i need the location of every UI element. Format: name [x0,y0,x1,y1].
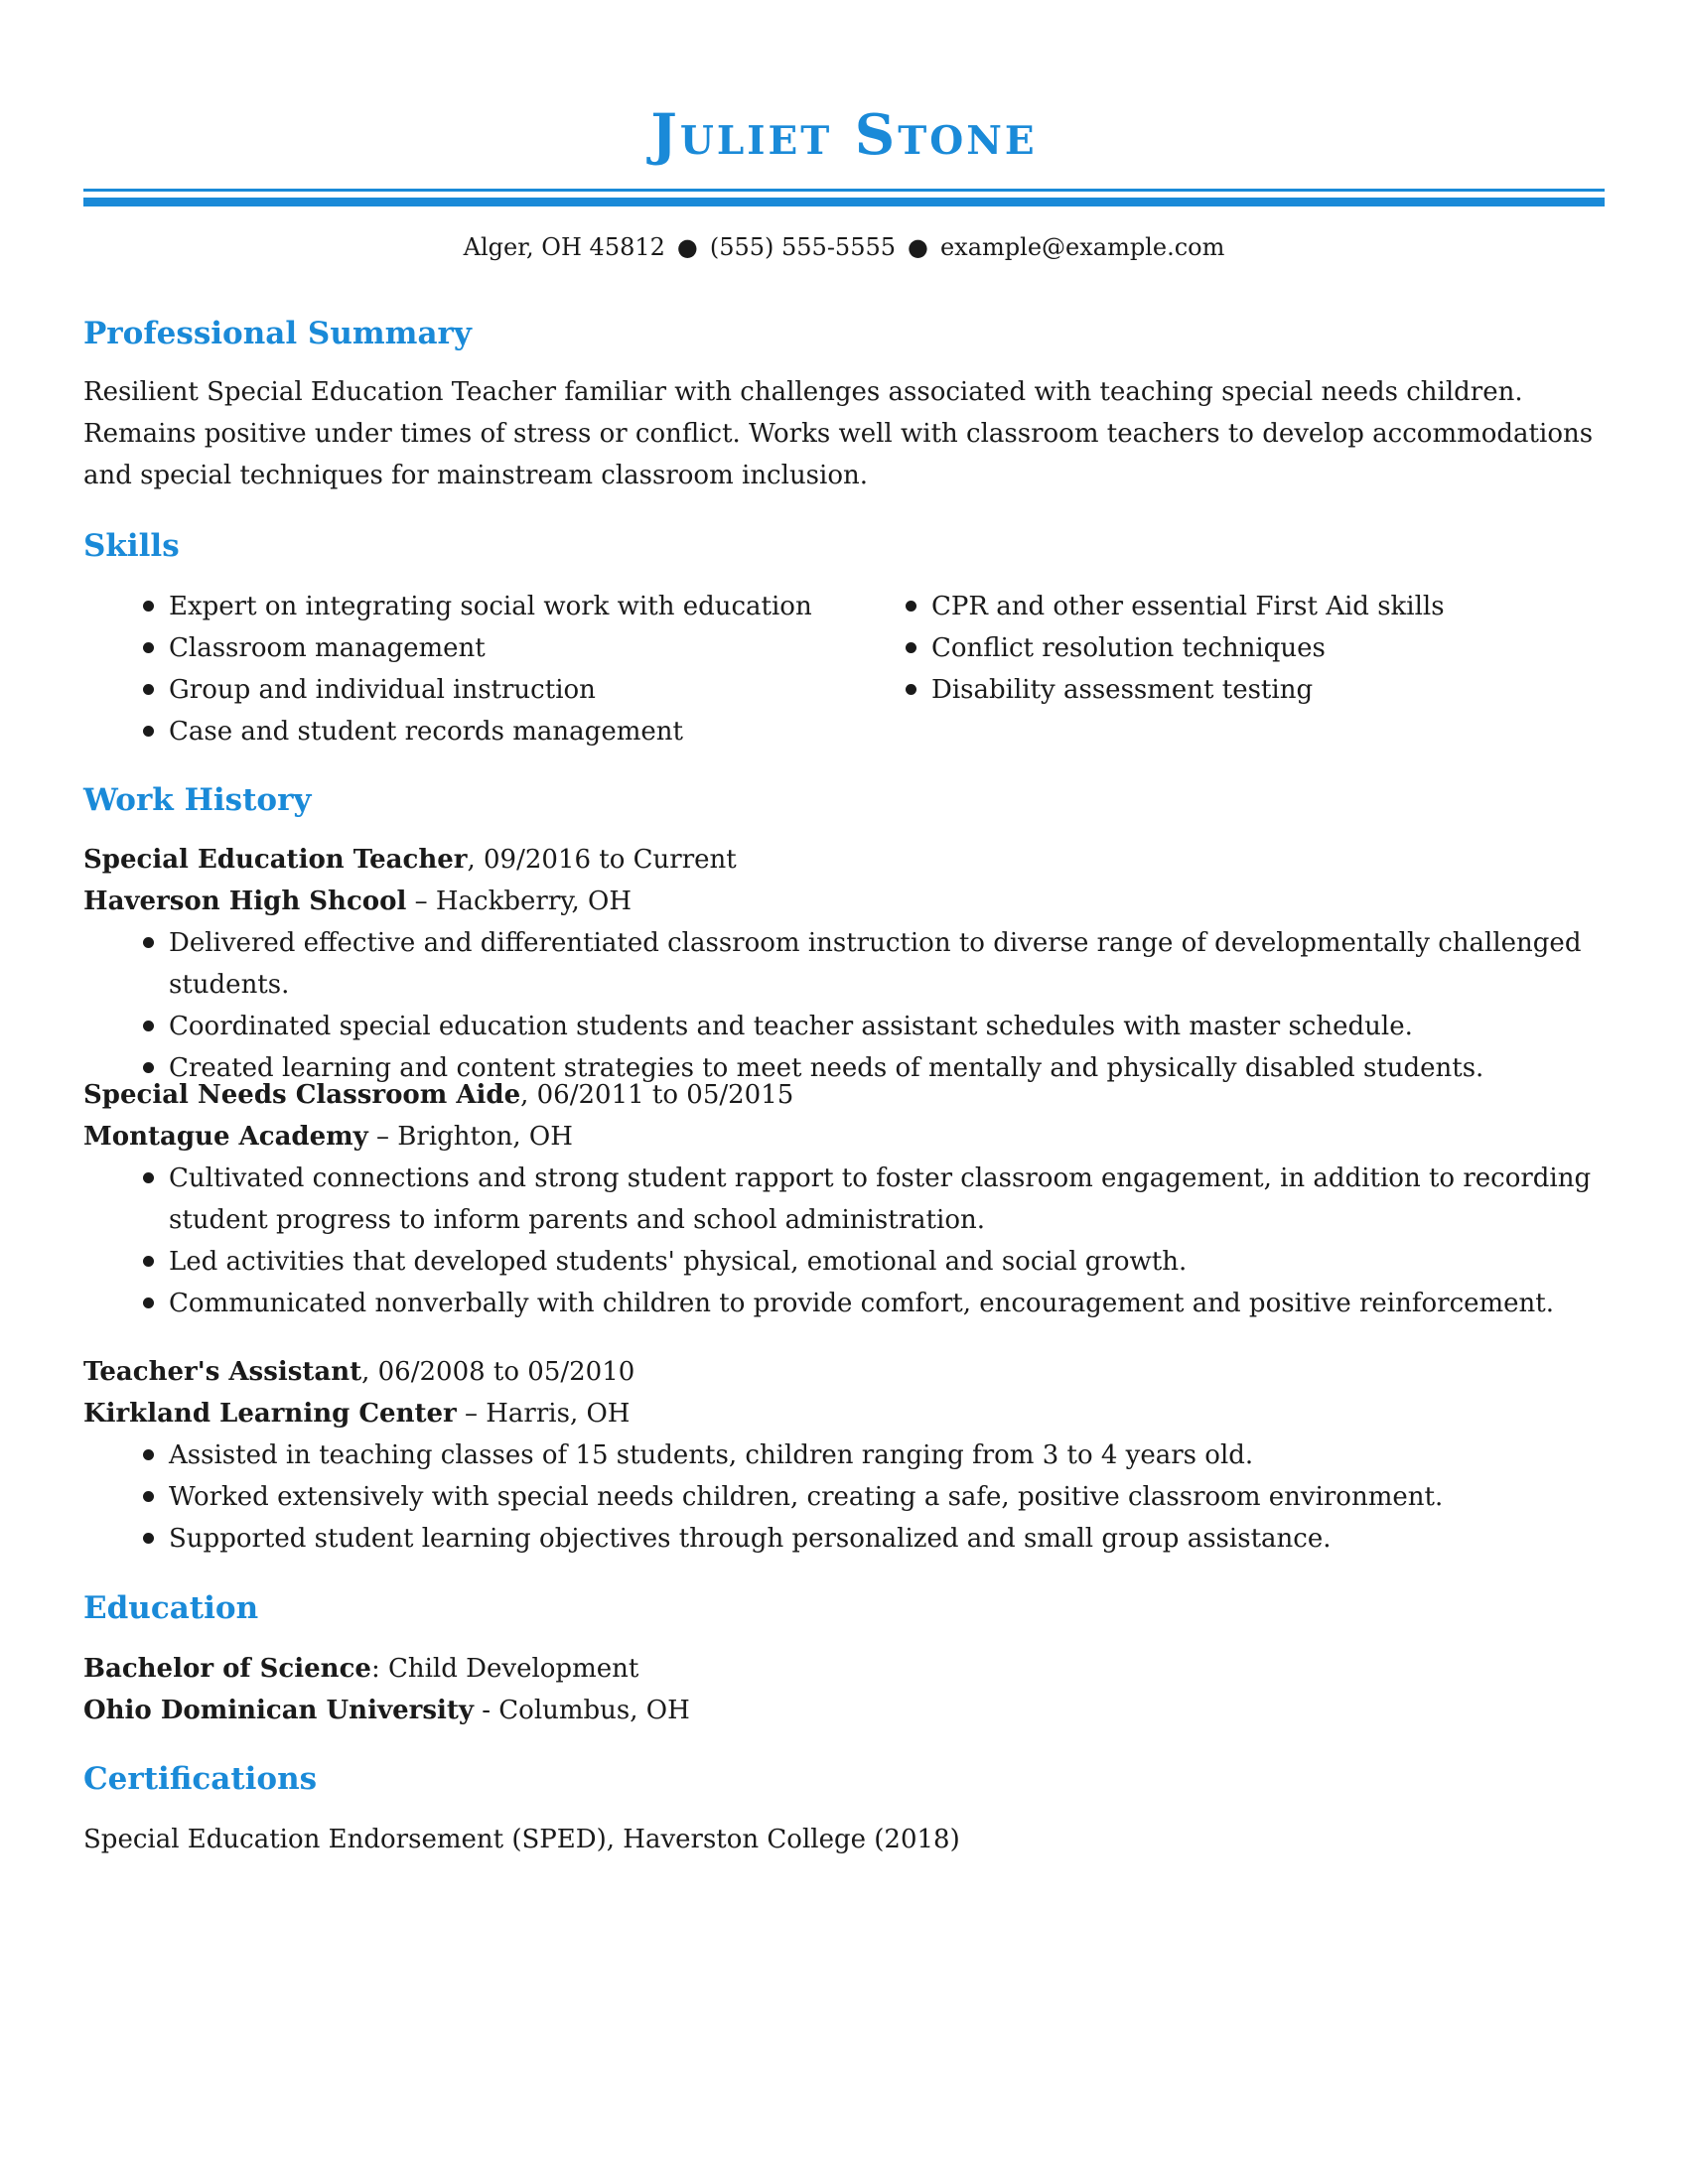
job-employer: Kirkland Learning Center [83,1399,457,1429]
job-bullet: Supported student learning objectives through personalized and small group assistance. [105,1518,1605,1560]
education-degree-line [83,1648,1605,1690]
work-history-heading: Work History [83,782,312,818]
skill-item: Expert on integrating social work with education [105,586,840,627]
skills-list-right [868,586,1603,711]
skill-item: Conflict resolution techniques [868,627,1603,669]
job-bullet: Assisted in teaching classes of 15 students, children ranging from 3 to 4 years old. [105,1434,1605,1476]
job-title-line [83,1074,1605,1116]
contact-address: Alger, OH 45812 [463,233,665,261]
job-employer-line [83,1393,1605,1434]
job-employer-line [83,881,1605,922]
job-location: – Hackberry, OH [406,887,633,916]
skill-item: Disability assessment testing [868,669,1603,711]
skill-item: Classroom management [105,627,840,669]
header-divider-thin [83,189,1605,192]
job-dates: , 09/2016 to Current [467,845,737,875]
skills-list-left [105,586,840,752]
contact-line [83,230,1605,264]
job-role: Special Needs Classroom Aide [83,1080,521,1110]
job-title-line [83,1351,1605,1393]
education-school-line [83,1690,1605,1731]
job-role: Special Education Teacher [83,845,468,875]
job-employer-line [83,1116,1605,1158]
job-bullet: Communicated nonverbally with children to provide comfort, encouragement and positive reinforcement. [105,1283,1605,1324]
job-title-line [83,839,1605,881]
contact-phone: (555) 555-5555 [709,233,897,261]
candidate-name: Juliet Stone [650,102,1038,168]
job-bullet: Delivered effective and differentiated classroom instruction to diverse range of developmentally challenged students. [105,922,1605,1006]
summary-text: Resilient Special Education Teacher familiar with challenges associated with teaching special needs children. Remains positive under times of stress or conflict. Works well with classroom teachers to develop accommodations and special techniques for mainstream classroom inclusion. [83,377,1594,490]
education-school: Ohio Dominican University [83,1696,474,1725]
job-bullet: Led activities that developed students' physical, emotional and social growth. [105,1241,1605,1283]
certification-item: Special Education Endorsement (SPED), Haverston College (2018) [83,1825,960,1854]
certifications-heading: Certifications [83,1761,318,1797]
job-location: – Harris, OH [456,1399,631,1429]
job-employer: Haverson High Shcool [83,887,407,916]
skill-item: CPR and other essential First Aid skills [868,586,1603,627]
contact-separator: ● [676,233,698,261]
skill-item: Group and individual instruction [105,669,840,711]
education-field: : Child Development [370,1654,639,1684]
summary-heading: Professional Summary [83,316,472,351]
job-role: Teacher's Assistant [83,1357,362,1387]
job-location: – Brighton, OH [367,1122,573,1152]
job-dates: , 06/2011 to 05/2015 [520,1080,794,1110]
skills-heading: Skills [83,528,180,564]
job-bullets [105,922,1605,1089]
job-bullet: Created learning and content strategies to meet needs of mentally and physically disabled students. [105,1047,1605,1089]
education-location: - Columbus, OH [473,1696,690,1725]
skill-item: Case and student records management [105,711,840,752]
job-bullet: Worked extensively with special needs children, creating a safe, positive classroom environment. [105,1476,1605,1518]
job-employer: Montague Academy [83,1122,368,1152]
job-bullet: Cultivated connections and strong student rapport to foster classroom engagement, in addition to recording student progress to inform parents and school administration. [105,1158,1605,1241]
job-dates: , 06/2008 to 05/2010 [361,1357,635,1387]
job-bullets [105,1434,1605,1560]
contact-email: example@example.com [939,233,1225,261]
education-degree: Bachelor of Science [83,1654,371,1684]
header-divider-thick [83,198,1605,206]
contact-separator: ● [908,233,928,261]
education-heading: Education [83,1590,259,1626]
job-bullets [105,1158,1605,1324]
job-bullet: Coordinated special education students and teacher assistant schedules with master schedule. [105,1006,1605,1047]
